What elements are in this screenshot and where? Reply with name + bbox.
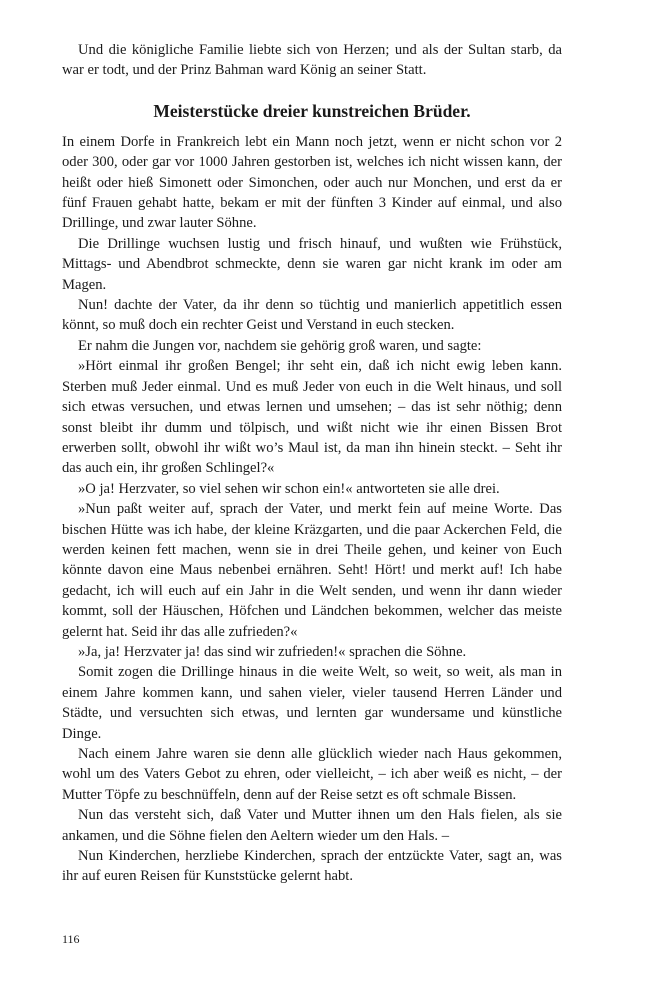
intro-paragraph: Und die königliche Familie liebte sich von Herzen; und als der Sultan starb, da war er todt, und der Prinz Bahman ward König an seiner Statt. [62, 42, 562, 79]
paragraph: Die Drillinge wuchsen lustig und frisch hinauf, und wußten wie Frühstück, Mittags- und Abendbrot schmeckte, denn sie waren gar nicht krank im oder am Magen. [62, 235, 562, 293]
page-number: 116 [62, 932, 80, 946]
paragraph: Nun! dachte der Vater, da ihr denn so tüchtig und manierlich appetitlich essen könnt, so muß doch ein rechter Geist und Verstand in euch stecken. [62, 297, 562, 334]
paragraph: Nun Kinderchen, herzliebe Kinderchen, sprach der entzückte Vater, sagt an, was ihr auf euren Reisen für Kunststücke gelernt habt. [62, 848, 562, 885]
paragraph: Nach einem Jahre waren sie denn alle glücklich wieder nach Haus gekommen, wohl um des Vaters Gebot zu ehren, oder vielleicht, – ich aber weiß es nicht, – der Mutter Töpfe zu beschnüffeln, denn auf der Reise setzt es oft schmale Bissen. [62, 746, 562, 803]
paragraph: »Hört einmal ihr großen Bengel; ihr seht ein, daß ich nicht ewig leben kann. Sterben muß Jeder einmal. Und es muß Jeder von euch in die Welt hinaus, und soll sich etwas versuchen, und etwas lernen und umsehen; – das ist sehr nöthig; denn sonst bleibt ihr dumm und tölpisch, und wißt nicht wie ihr einen Bissen Brot erwerben sollt, obwohl ihr wißt wo’s Maul ist, da man ihn hinein steckt. – Seht ihr das auch ein, ihr großen Schlingel?« [62, 358, 562, 477]
text-block [62, 40, 562, 887]
paragraph: In einem Dorfe in Frankreich lebt ein Mann noch jetzt, wenn er nicht schon vor 2 oder 300, oder gar vor 1000 Jahren gestorben ist, welches ich nicht wissen kann, der heißt oder hieß Simonett oder Simonchen, oder auch nur Monchen, und erst da er fünf Frauen gehabt hatte, bekam er mit der fünften 3 Kinder auf einmal, und also Drillinge, und zwar lauter Söhne. [62, 133, 562, 232]
paragraph: Somit zogen die Drillinge hinaus in die weite Welt, so weit, so weit, als man in einem Jahre kommen kann, und sahen vieler, vieler tausend Herren Länder und Städte, und versuchten sich etwas, und lernten gar wundersame und künstliche Dinge. [62, 664, 562, 742]
paragraph: Er nahm die Jungen vor, nachdem sie gehörig groß waren, und sagte: [78, 337, 482, 354]
story-heading: Meisterstücke dreier kunstreichen Brüder. [153, 100, 471, 121]
paragraph: Nun das versteht sich, daß Vater und Mutter ihnen um den Hals fielen, als sie ankamen, und die Söhne fielen den Aeltern wieder um den Hals. – [62, 807, 562, 844]
paragraph: »Ja, ja! Herzvater ja! das sind wir zufrieden!« sprachen die Söhne. [78, 643, 467, 660]
paragraph: »O ja! Herzvater, so viel sehen wir schon ein!« antworteten sie alle drei. [78, 480, 500, 497]
paragraph: »Nun paßt weiter auf, sprach der Vater, und merkt fein auf meine Worte. Das bischen Hütte was ich habe, der kleine Kräzgarten, und die paar Ackerchen Feld, die werden keinen fett machen, wenn sie in drei Theile gehen, und keiner von Euch könnte davon eine Maus nebenbei ernähren. Seht! Hört! und merkt auf! Ich habe gedacht, ich will euch auf ein Jahr in die Welt senden, und wenn ihr dann wieder kommt, soll der Häuschen, Höfchen und Ländchen bekommen, welcher das meiste gelernt hat. Seid ihr das alle zufrieden?« [62, 501, 562, 640]
